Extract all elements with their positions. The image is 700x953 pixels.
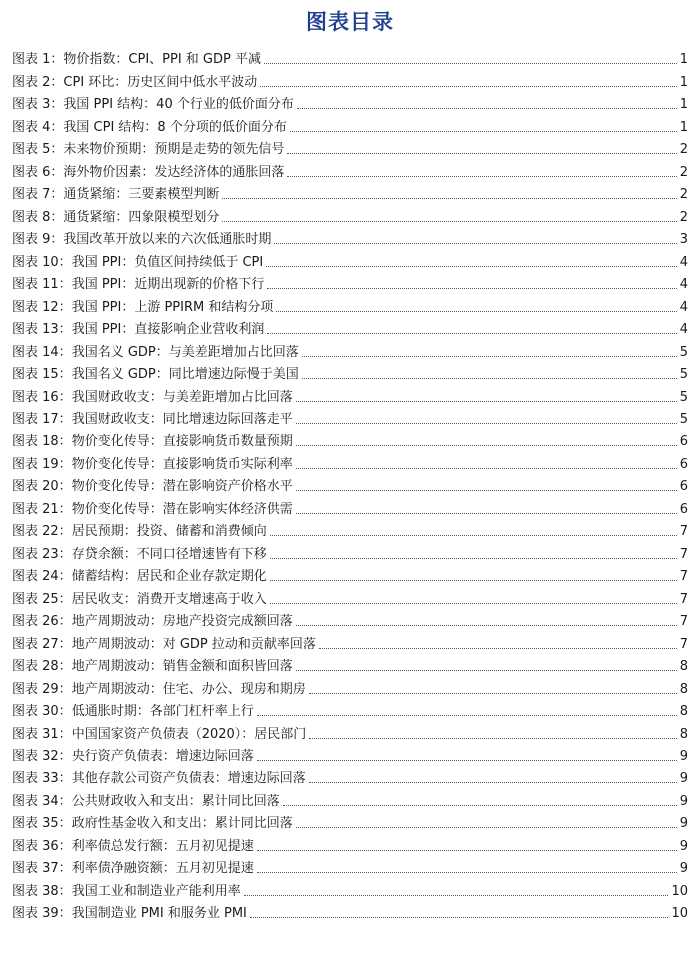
toc-entry-title: 政府性基金收入和支出：累计同比回落 — [71, 816, 293, 832]
toc-entry-label: 图表 23： — [12, 546, 72, 562]
toc-entry-page-number: 7 — [679, 591, 688, 607]
dot-leader — [266, 266, 677, 267]
toc-entry[interactable] — [12, 181, 688, 203]
toc-entry[interactable] — [12, 877, 688, 899]
toc-entry-label: 图表 3： — [12, 97, 64, 113]
toc-entry-page-number: 7 — [679, 524, 688, 540]
toc-entry[interactable] — [12, 653, 688, 675]
dot-leader — [274, 243, 676, 244]
toc-entry-label: 图表 6： — [12, 164, 64, 180]
toc-entry-title: 海外物价因素：发达经济体的通胀回落 — [63, 164, 285, 180]
toc-entry[interactable] — [12, 46, 688, 68]
toc-entry-label: 图表 39： — [12, 906, 72, 922]
toc-entry-title: 央行资产负债表：增速边际回落 — [71, 749, 254, 764]
toc-entry-label: 图表 4： — [12, 119, 64, 135]
dot-leader — [319, 648, 677, 649]
toc-entry-label: 图表 36： — [12, 838, 72, 854]
toc-entry[interactable] — [12, 743, 688, 765]
dot-leader — [302, 378, 677, 379]
toc-entry[interactable] — [12, 428, 688, 450]
toc-entry[interactable] — [12, 720, 688, 742]
toc-entry-page-number: 6 — [679, 456, 688, 472]
dot-leader — [283, 805, 677, 806]
toc-entry-label: 图表 34： — [12, 793, 72, 809]
toc-entry-page-number: 9 — [679, 771, 688, 787]
dot-leader — [302, 356, 677, 357]
toc-entry-label: 图表 38： — [12, 883, 72, 899]
toc-entry-title: 中国国家资产负债表（2020）：居民部门 — [71, 726, 307, 742]
toc-entry-label: 图表 30： — [12, 704, 72, 720]
toc-entry[interactable] — [12, 787, 688, 809]
dot-leader — [267, 333, 676, 334]
toc-entry[interactable] — [12, 406, 688, 428]
toc-entry-page-number: 6 — [679, 434, 688, 450]
dot-leader — [257, 850, 677, 851]
toc-entry-page-number: 9 — [679, 749, 688, 764]
toc-entry-page-number: 4 — [679, 322, 688, 338]
dot-leader — [250, 917, 669, 918]
toc-entry-title: 利率债净融资额：五月初见提速 — [71, 861, 254, 877]
toc-entry-title: 物价变化传导：潜在影响实体经济供需 — [71, 501, 293, 517]
toc-entry-label: 图表 8： — [12, 209, 64, 225]
toc-entry-label: 图表 25： — [12, 591, 72, 607]
toc-entry-label: 图表 27： — [12, 636, 72, 652]
toc-entry-page-number: 1 — [679, 97, 688, 113]
toc-entry-page-number: 5 — [679, 367, 688, 383]
toc-entry-page-number: 8 — [679, 659, 688, 675]
toc-entry[interactable] — [12, 91, 688, 113]
dot-leader — [296, 401, 677, 402]
dot-leader — [257, 715, 677, 716]
toc-entry-page-number: 8 — [679, 681, 688, 697]
toc-entry[interactable] — [12, 361, 688, 383]
toc-entry-label: 图表 17： — [12, 411, 72, 427]
dot-leader — [222, 221, 676, 222]
toc-entry[interactable] — [12, 383, 688, 405]
toc-entry-label: 图表 10： — [12, 254, 72, 270]
toc-entry-title: 储蓄结构：居民和企业存款定期化 — [71, 569, 267, 585]
toc-entry-label: 图表 1： — [12, 52, 64, 68]
toc-entry-page-number: 4 — [679, 299, 688, 315]
toc-entry-title: 我国 CPI 结构：8 个分项的低价面分布 — [63, 119, 287, 135]
toc-entry-page-number: 10 — [671, 883, 688, 899]
toc-entry-title: 我国改革开放以来的六次低通胀时期 — [63, 232, 272, 248]
toc-entry-label: 图表 19： — [12, 456, 72, 472]
toc-entry[interactable] — [12, 855, 688, 877]
toc-entry-title: 我国 PPI：上游 PPIRM 和结构分项 — [71, 299, 274, 315]
toc-entry-page-number: 2 — [679, 142, 688, 158]
toc-entry[interactable] — [12, 630, 688, 652]
toc-entry[interactable] — [12, 338, 688, 360]
toc-entry-title: 物价变化传导：潜在影响资产价格水平 — [71, 479, 293, 495]
toc-entry-page-number: 10 — [671, 906, 688, 922]
toc-entry-label: 图表 35： — [12, 816, 72, 832]
toc-entry[interactable] — [12, 203, 688, 225]
toc-entry-page-number: 2 — [679, 209, 688, 225]
toc-entry-page-number: 9 — [679, 861, 688, 877]
dot-leader — [297, 108, 677, 109]
toc-entry-label: 图表 20： — [12, 479, 72, 495]
dot-leader — [290, 131, 677, 132]
toc-entry[interactable] — [12, 585, 688, 607]
dot-leader — [276, 311, 676, 312]
toc-entry-title: 其他存款公司资产负债表：增速边际回落 — [71, 771, 306, 787]
dot-leader — [267, 288, 676, 289]
toc-entry-page-number: 8 — [679, 726, 688, 742]
dot-leader — [296, 513, 677, 514]
toc-entry[interactable] — [12, 450, 688, 472]
toc-entry-title: 居民预期：投资、储蓄和消费倾向 — [71, 524, 267, 540]
toc-entry-title: 通货紧缩：四象限模型划分 — [63, 209, 220, 225]
dot-leader — [296, 827, 677, 828]
toc-entry-title: 利率债总发行额：五月初见提速 — [71, 838, 254, 854]
toc-entry-page-number: 9 — [679, 816, 688, 832]
toc-entry-page-number: 8 — [679, 704, 688, 720]
dot-leader — [222, 198, 676, 199]
toc-entry-label: 图表 9： — [12, 232, 64, 248]
toc-entry-title: 公共财政收入和支出：累计同比回落 — [71, 793, 280, 809]
toc-entry-label: 图表 5： — [12, 142, 64, 158]
toc-entry-title: CPI 环比：历史区间中低水平波动 — [63, 74, 258, 90]
toc-entry[interactable] — [12, 563, 688, 585]
toc-entry-title: 我国财政收支：同比增速边际回落走平 — [71, 411, 293, 427]
dot-leader — [270, 535, 677, 536]
toc-entry-label: 图表 15： — [12, 367, 72, 383]
toc-entry-page-number: 1 — [679, 119, 688, 135]
toc-entry-page-number: 7 — [679, 546, 688, 562]
toc-entry-page-number: 6 — [679, 479, 688, 495]
toc-entry[interactable] — [12, 248, 688, 270]
toc-entry-title: 地产周期波动：销售金额和面积皆回落 — [71, 659, 293, 675]
toc-entry-page-number: 5 — [679, 344, 688, 360]
dot-leader — [287, 176, 676, 177]
toc-entry-title: 通货紧缩：三要素模型判断 — [63, 187, 220, 203]
dot-leader — [296, 625, 677, 626]
dot-leader — [270, 558, 677, 559]
toc-entry[interactable] — [12, 495, 688, 517]
toc-entry-page-number: 5 — [679, 389, 688, 405]
toc-entry[interactable] — [12, 113, 688, 135]
toc-entry-title: 居民收支：消费开支增速高于收入 — [71, 591, 267, 607]
toc-entry-title: 低通胀时期：各部门杠杆率上行 — [71, 704, 254, 720]
toc-entry-title: 物价指数：CPI、PPI 和 GDP 平减 — [63, 52, 261, 68]
toc-entry-title: 存贷余额：不同口径增速皆有下移 — [71, 546, 267, 562]
toc-entry-page-number: 3 — [679, 232, 688, 248]
toc-entry-label: 图表 14： — [12, 344, 72, 360]
toc-entry-title: 地产周期波动：住宅、办公、现房和期房 — [71, 681, 306, 697]
toc-entry-page-number: 1 — [679, 52, 688, 68]
toc-entry-label: 图表 16： — [12, 389, 72, 405]
toc-entry-title: 我国 PPI：近期出现新的价格下行 — [71, 277, 265, 293]
toc-entry-page-number: 7 — [679, 569, 688, 585]
dot-leader — [296, 468, 677, 469]
toc-entry-label: 图表 29： — [12, 681, 72, 697]
toc-entry-title: 我国名义 GDP：同比增速边际慢于美国 — [71, 367, 299, 383]
dot-leader — [296, 445, 677, 446]
toc-entry[interactable] — [12, 518, 688, 540]
toc-entry[interactable] — [12, 698, 688, 720]
dot-leader — [260, 86, 676, 87]
toc-entry-label: 图表 26： — [12, 614, 72, 630]
toc-entry[interactable] — [12, 316, 688, 338]
toc-entry-title: 地产周期波动：房地产投资完成额回落 — [71, 614, 293, 630]
toc-entry-label: 图表 31： — [12, 726, 72, 742]
toc-entry-page-number: 2 — [679, 187, 688, 203]
toc-entry-page-number: 9 — [679, 838, 688, 854]
toc-entry-title: 地产周期波动：对 GDP 拉动和贡献率回落 — [71, 636, 316, 652]
toc-entry[interactable] — [12, 675, 688, 697]
toc-entry-title: 我国 PPI：负值区间持续低于 CPI — [71, 254, 264, 270]
toc-entry-label: 图表 18： — [12, 434, 72, 450]
toc-entry-title: 物价变化传导：直接影响货币数量预期 — [71, 434, 293, 450]
toc-entry-page-number: 6 — [679, 501, 688, 517]
toc-entry-label: 图表 11： — [12, 277, 72, 293]
dot-leader — [309, 738, 676, 739]
dot-leader — [296, 423, 677, 424]
toc-entry[interactable] — [12, 765, 688, 787]
toc-entry[interactable] — [12, 900, 688, 922]
toc-entry-title: 我国财政收支：与美差距增加占比回落 — [71, 389, 293, 405]
dot-leader — [309, 693, 677, 694]
toc-entry-title: 物价变化传导：直接影响货币实际利率 — [71, 456, 293, 472]
toc-entry[interactable] — [12, 832, 688, 854]
toc-entry[interactable] — [12, 68, 688, 90]
toc-entry-label: 图表 22： — [12, 524, 72, 540]
toc-entry-page-number: 5 — [679, 411, 688, 427]
toc-entry[interactable] — [12, 158, 688, 180]
dot-leader — [296, 670, 677, 671]
dot-leader — [287, 153, 676, 154]
toc-entry-label: 图表 21： — [12, 501, 72, 517]
toc-entry-label: 图表 24： — [12, 569, 72, 585]
toc-entry[interactable] — [12, 608, 688, 630]
toc-entry-title: 我国 PPI 结构：40 个行业的低价面分布 — [63, 97, 294, 113]
dot-leader — [309, 782, 677, 783]
dot-leader — [257, 872, 677, 873]
toc-entry-label: 图表 32： — [12, 749, 72, 764]
toc-entry[interactable] — [12, 271, 688, 293]
dot-leader — [244, 895, 669, 896]
toc-entry-page-number: 7 — [679, 636, 688, 652]
toc-entry[interactable] — [12, 226, 688, 248]
toc-entry-label: 图表 12： — [12, 299, 72, 315]
dot-leader — [257, 760, 677, 761]
toc-entry-page-number: 1 — [679, 74, 688, 90]
dot-leader — [270, 603, 677, 604]
toc-entry[interactable] — [12, 540, 688, 562]
toc-entry-label: 图表 28： — [12, 659, 72, 675]
toc-entry-page-number: 4 — [679, 254, 688, 270]
toc-entry[interactable] — [12, 293, 688, 315]
toc-entry-title: 我国制造业 PMI 和服务业 PMI — [71, 906, 247, 922]
toc-entry-title: 我国名义 GDP：与美差距增加占比回落 — [71, 344, 299, 360]
toc-entry[interactable] — [12, 473, 688, 495]
dot-leader — [264, 63, 677, 64]
toc-entry-title: 我国 PPI：直接影响企业营收利润 — [71, 322, 265, 338]
toc-entry[interactable] — [12, 136, 688, 158]
toc-entry-title: 我国工业和制造业产能利用率 — [71, 883, 241, 899]
toc-entry-title: 未来物价预期：预期是走势的领先信号 — [63, 142, 285, 158]
toc-entry-label: 图表 2： — [12, 74, 64, 90]
toc-entry-page-number: 4 — [679, 277, 688, 293]
dot-leader — [270, 580, 677, 581]
toc-entry[interactable] — [12, 810, 688, 832]
toc-entry-label: 图表 33： — [12, 771, 72, 787]
toc-entry-label: 图表 7： — [12, 187, 64, 203]
page-title: 图表目录 — [306, 10, 394, 34]
toc-entry-label: 图表 13： — [12, 322, 72, 338]
dot-leader — [296, 490, 677, 491]
toc-list — [12, 46, 688, 922]
toc-entry-label: 图表 37： — [12, 861, 72, 877]
toc-entry-page-number: 2 — [679, 164, 688, 180]
toc-entry-page-number: 9 — [679, 793, 688, 809]
toc-entry-page-number: 7 — [679, 614, 688, 630]
